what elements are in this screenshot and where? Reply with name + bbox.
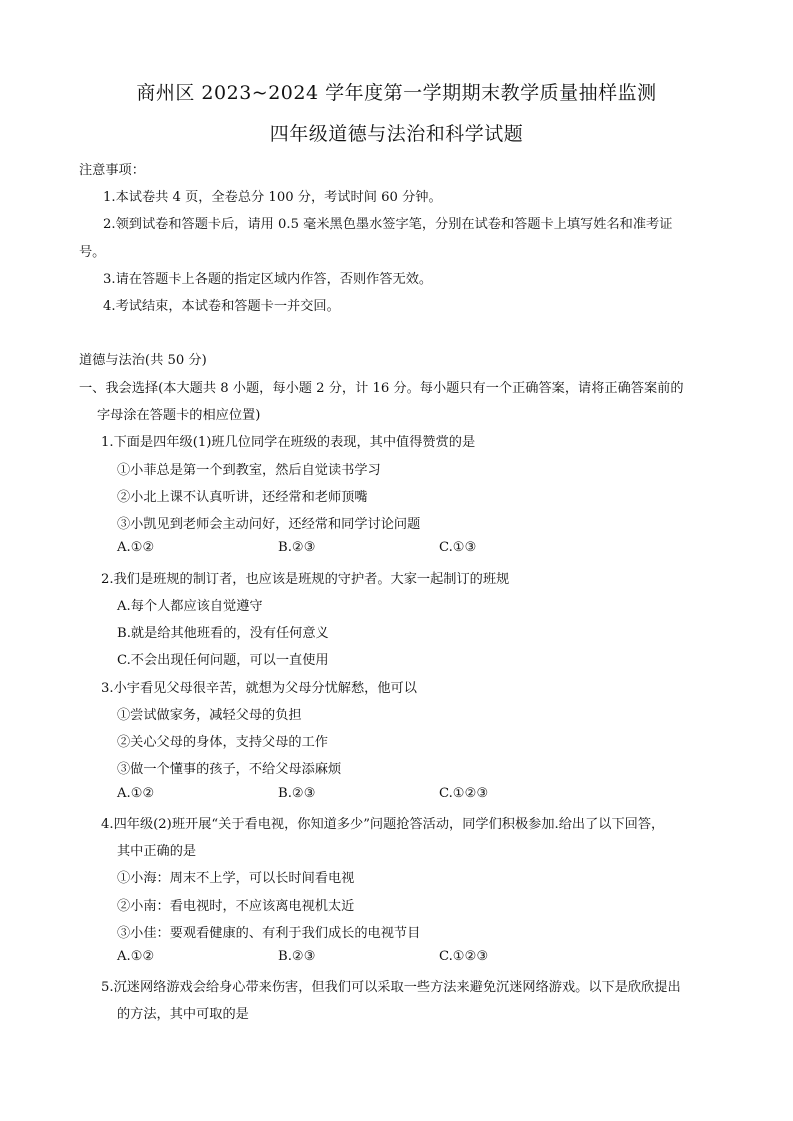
- question-stem: 2.我们是班规的制订者，也应该是班规的守护者。大家一起制订的班规: [101, 572, 510, 587]
- option-b: B.②③: [278, 949, 316, 964]
- statement-1: ①小海：周末不上学，可以长时间看电视: [117, 871, 355, 886]
- note-item-3: 3.请在答题卡上各题的指定区域内作答，否则作答无效。: [103, 272, 433, 287]
- option-a: A.①②: [117, 786, 155, 801]
- part-one-heading-cont: 字母涂在答题卡的相应位置): [97, 408, 261, 423]
- statement-3: ③小佳：要观看健康的、有利于我们成长的电视节目: [117, 926, 421, 941]
- option-a: A.每个人都应该自觉遵守: [117, 599, 263, 614]
- question-stem: 1.下面是四年级(1)班几位同学在班级的表现，其中值得赞赏的是: [101, 435, 476, 450]
- option-a: A.①②: [117, 540, 155, 555]
- note-item-4: 4.考试结束，本试卷和答题卡一并交回。: [103, 299, 340, 314]
- statement-2: ②小北上课不认真听讲，还经常和老师顶嘴: [117, 490, 368, 505]
- exam-subtitle: 四年级道德与法治和科学试题: [269, 123, 524, 145]
- statement-3: ③小凯见到老师会主动问好，还经常和同学讨论问题: [117, 517, 421, 532]
- statement-2: ②关心父母的身体，支持父母的工作: [117, 735, 328, 750]
- note-item-2: 2.领到试卷和答题卡后，请用 0.5 毫米黑色墨水签字笔，分别在试卷和答题卡上填写姓名和准考证: [103, 217, 673, 232]
- exam-title: 商州区 2023~2024 学年度第一学期期末教学质量抽样监测: [136, 82, 657, 104]
- question-stem-cont: 其中正确的是: [117, 844, 197, 859]
- note-item-1: 1.本试卷共 4 页，全卷总分 100 分，考试时间 60 分钟。: [103, 190, 442, 205]
- option-c: C.①②③: [439, 786, 489, 801]
- section-title: 道德与法治(共 50 分): [79, 353, 207, 368]
- statement-3: ③做一个懂事的孩子，不给父母添麻烦: [117, 762, 342, 777]
- question-stem: 5.沉迷网络游戏会给身心带来伤害，但我们可以采取一些方法来避免沉迷网络游戏。以下是欣欣提出: [101, 980, 681, 995]
- option-c: C.①②③: [439, 949, 489, 964]
- note-item-2-cont: 号。: [79, 245, 106, 260]
- question-stem: 3.小宇看见父母很辛苦，就想为父母分忧解愁，他可以: [101, 681, 417, 696]
- statement-2: ②小南：看电视时，不应该离电视机太近: [117, 899, 355, 914]
- part-one-heading: 一、我会选择(本大题共 8 小题，每小题 2 分，计 16 分。每小题只有一个正确答案，请将正确答案前的: [79, 381, 684, 396]
- statement-1: ①小菲总是第一个到教室，然后自觉读书学习: [117, 463, 381, 478]
- option-c: C.不会出现任何问题，可以一直使用: [117, 653, 329, 668]
- notes-heading: 注意事项：: [79, 163, 145, 178]
- option-b: B.②③: [278, 540, 316, 555]
- option-b: B.就是给其他班看的，没有任何意义: [117, 626, 329, 641]
- option-c: C.①③: [439, 540, 477, 555]
- option-b: B.②③: [278, 786, 316, 801]
- question-stem: 4.四年级(2)班开展“关于看电视，你知道多少”问题抢答活动，同学们积极参加.给出了以下回答，: [101, 817, 665, 832]
- question-stem-cont: 的方法，其中可取的是: [117, 1007, 249, 1022]
- statement-1: ①尝试做家务，减轻父母的负担: [117, 708, 302, 723]
- option-a: A.①②: [117, 949, 155, 964]
